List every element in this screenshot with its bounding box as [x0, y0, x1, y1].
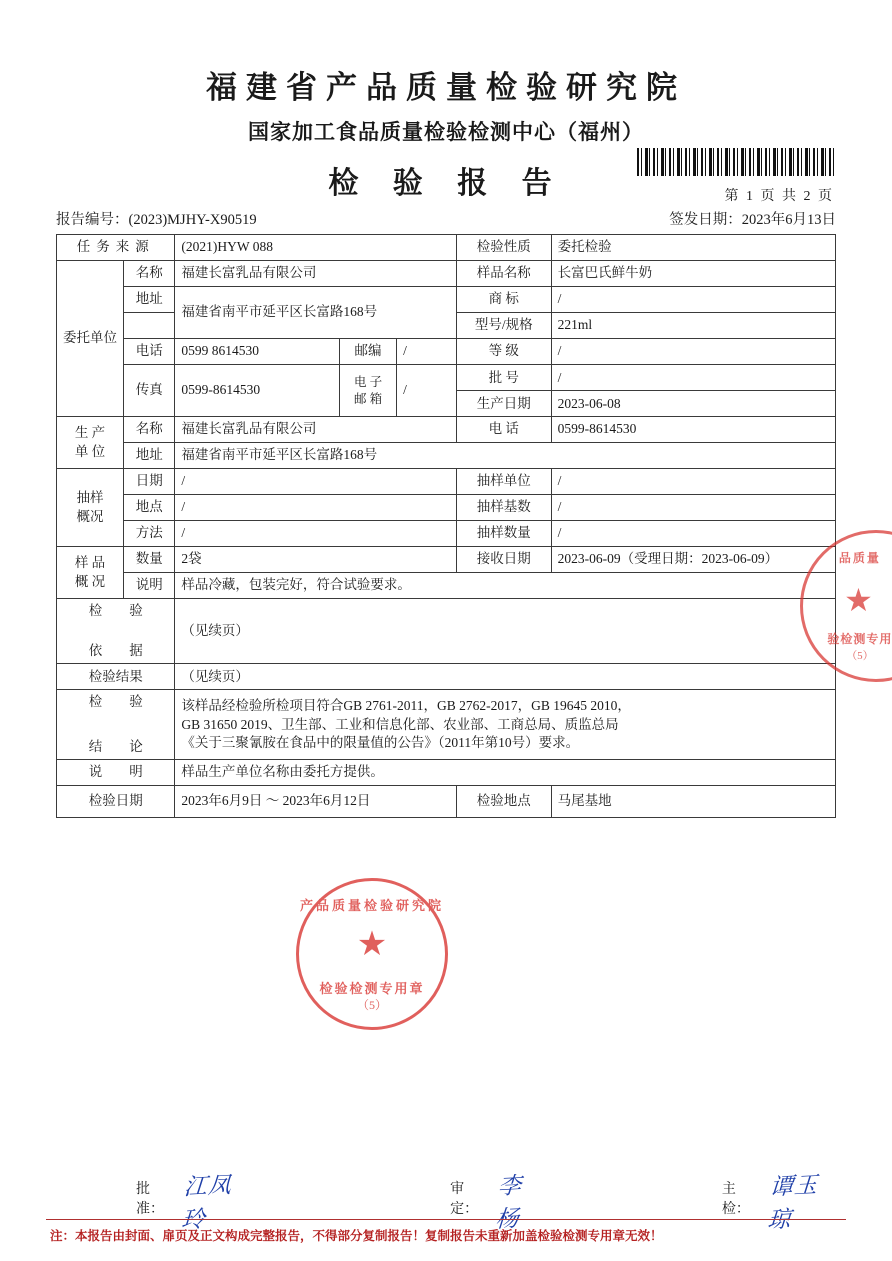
client-zip-label: 邮编 [339, 339, 396, 365]
sampling-qty-label: 抽样数量 [456, 521, 551, 547]
sample-name-value: 长富巴氏鲜牛奶 [551, 261, 835, 287]
reviewer-signature [450, 1167, 542, 1233]
edge-seal-arc-text: 品质量 [838, 551, 881, 565]
inspection-result-label: 检验结果 [57, 664, 175, 690]
producer-section-label: 生 产 单 位 [57, 417, 124, 469]
signature-row [56, 1167, 836, 1233]
conclusion-line-2: GB 31650 2019、卫生部、工业和信息化部、农业部、工商总局、质监总局 [181, 716, 619, 732]
conclusion-line-1: 该样品经检验所检项目符合GB 2761-2011，GB 2762-2017，GB 19645 2010， [181, 698, 631, 714]
sampling-section-label: 抽样 概况 [57, 469, 124, 547]
table-row [57, 287, 836, 313]
batch-value: / [552, 365, 835, 391]
table-row [57, 599, 836, 664]
approver-signature [136, 1167, 250, 1233]
sampling-place-value: / [175, 495, 456, 521]
grade-label: 等 级 [456, 339, 551, 365]
client-zip-value: / [397, 339, 457, 365]
remark-label: 说 明 [57, 759, 175, 785]
report-number [56, 208, 257, 229]
edge-seal-bottom-text: 验检测专用 [827, 632, 892, 646]
table-row [57, 759, 836, 785]
sample-quantity-label: 数量 [124, 547, 175, 573]
table-row [57, 547, 836, 573]
report-main-table [56, 234, 836, 818]
reviewer-label: 审定： [450, 1182, 479, 1217]
edge-seal-star-icon: ★ [844, 582, 873, 619]
producer-tel-value: 0599-8614530 [551, 417, 835, 443]
receive-date-value: 2023-06-09（受理日期：2023-06-09） [551, 547, 835, 573]
prod-date-label: 生产日期 [476, 396, 531, 411]
table-row [57, 365, 836, 417]
producer-address-value: 福建省南平市延平区长富路168号 [175, 443, 836, 469]
sampling-place-label: 地点 [124, 495, 175, 521]
batch-label: 批 号 [457, 365, 551, 391]
seal-arc-text: 产品质量检验研究院 [299, 899, 444, 914]
report-number-value: (2023)MJHY-X90519 [128, 212, 257, 228]
table-row [57, 261, 836, 287]
conclusion-line-3: 《关于三聚氰胺在食品中的限量值的公告》（2011年第10号）要求。 [181, 734, 580, 750]
report-number-label: 报告编号： [56, 212, 129, 228]
approver-signature-mark: 江凤玲 [180, 1172, 234, 1233]
brand-label: 商 标 [456, 287, 551, 313]
inspection-place-label: 检验地点 [456, 785, 551, 817]
inspector-signature-mark: 谭玉琼 [766, 1172, 819, 1233]
table-row [57, 573, 836, 599]
table-row [57, 495, 836, 521]
table-row [57, 235, 836, 261]
issue-date-label: 签发日期： [669, 212, 742, 228]
sampling-date-value: / [175, 469, 456, 495]
inspector-label: 主检： [721, 1182, 750, 1217]
inspector-signature [722, 1167, 836, 1233]
sampling-base-label: 抽样基数 [456, 495, 551, 521]
page-indicator: 第 1 页 共 2 页 [724, 189, 834, 204]
table-row [57, 469, 836, 495]
task-source-label: 任务来源 [57, 235, 175, 261]
client-section-label: 委托单位 [57, 261, 124, 417]
document-title: 检 验 报 告 [328, 166, 564, 201]
receive-date-label: 接收日期 [456, 547, 551, 573]
table-row [57, 417, 836, 443]
inspection-date-label: 检验日期 [57, 785, 175, 817]
batch-and-proddate-labels [456, 365, 551, 417]
brand-value: / [551, 287, 835, 313]
sampling-unit-label: 抽样单位 [456, 469, 551, 495]
client-email-value: / [397, 365, 457, 417]
client-address-value: 福建省南平市延平区长富路168号 [175, 287, 456, 339]
report-meta-row [56, 208, 836, 229]
approver-label: 批准： [136, 1182, 164, 1217]
table-row [57, 664, 836, 690]
sample-name-label: 样品名称 [456, 261, 551, 287]
client-tel-label: 电话 [124, 339, 175, 365]
sampling-date-label: 日期 [124, 469, 175, 495]
sampling-base-value: / [551, 495, 835, 521]
inspection-result-value: （见续页） [175, 664, 836, 690]
producer-name-value: 福建长富乳品有限公司 [175, 417, 456, 443]
sample-desc-label: 说明 [124, 573, 175, 599]
client-address-label: 地址 [124, 287, 175, 313]
inspection-place-value: 马尾基地 [551, 785, 835, 817]
client-name-value: 福建长富乳品有限公司 [175, 261, 456, 287]
organization-name-primary: 福建省产品质量检验研究院 [206, 70, 686, 106]
client-name-label: 名称 [124, 261, 175, 287]
issue-date [669, 208, 836, 229]
table-row [57, 785, 836, 817]
barcode-icon [637, 148, 834, 176]
table-row [57, 339, 836, 365]
client-tel-value: 0599 8614530 [175, 339, 340, 365]
sample-quantity-value: 2袋 [175, 547, 456, 573]
producer-address-label: 地址 [124, 443, 175, 469]
inspection-basis-label: 检 验 依 据 [57, 599, 175, 664]
model-value: 221ml [551, 313, 835, 339]
seal-number: （5） [356, 998, 387, 1012]
product-quality-inspection-seal-icon [296, 878, 448, 1030]
issue-date-value: 2023年6月13日 [741, 212, 836, 228]
producer-name-label: 名称 [124, 417, 175, 443]
batch-and-proddate-values [551, 365, 835, 417]
inspection-basis-value: （见续页） [175, 599, 836, 664]
sample-desc-value: 样品冷藏，包装完好，符合试验要求。 [175, 573, 836, 599]
remark-value: 样品生产单位名称由委托方提供。 [175, 759, 836, 785]
client-fax-label: 传真 [124, 365, 175, 417]
prod-date-value: 2023-06-08 [557, 396, 621, 411]
sampling-unit-value: / [551, 469, 835, 495]
inspection-date-value: 2023年6月9日 ～ 2023年6月12日 [175, 785, 456, 817]
client-fax-value: 0599-8614530 [175, 365, 340, 417]
inspection-conclusion-label: 检 验 结 论 [57, 690, 175, 759]
reviewer-signature-mark: 李杨 [494, 1172, 524, 1233]
seal-star-icon: ★ [356, 926, 388, 964]
inspection-type-value: 委托检验 [551, 235, 835, 261]
sampling-method-value: / [175, 521, 456, 547]
client-email-label: 电 子 邮 箱 [339, 365, 396, 417]
table-row [57, 690, 836, 759]
task-source-value: (2021)HYW 088 [175, 235, 456, 261]
organization-name-secondary: 国家加工食品质量检验检测中心（福州） [248, 119, 644, 144]
sample-info-section-label: 样 品 概 况 [57, 547, 124, 599]
seal-bottom-text: 检验检测专用章 [319, 982, 425, 997]
producer-tel-label: 电 话 [456, 417, 551, 443]
table-row [57, 443, 836, 469]
model-label: 型号/规格 [456, 313, 551, 339]
grade-value: / [551, 339, 835, 365]
edge-seal-number: （5） [846, 650, 874, 662]
table-row [57, 521, 836, 547]
inspection-type-label: 检验性质 [456, 235, 551, 261]
sampling-method-label: 方法 [124, 521, 175, 547]
footer-note: 注：本报告由封面、扉页及正文构成完整报告，不得部分复制报告！复制报告未重新加盖检验检测专用章无效！ [50, 1228, 663, 1243]
footer-divider [46, 1219, 846, 1220]
sampling-qty-value: / [551, 521, 835, 547]
inspection-conclusion-value [175, 690, 836, 759]
